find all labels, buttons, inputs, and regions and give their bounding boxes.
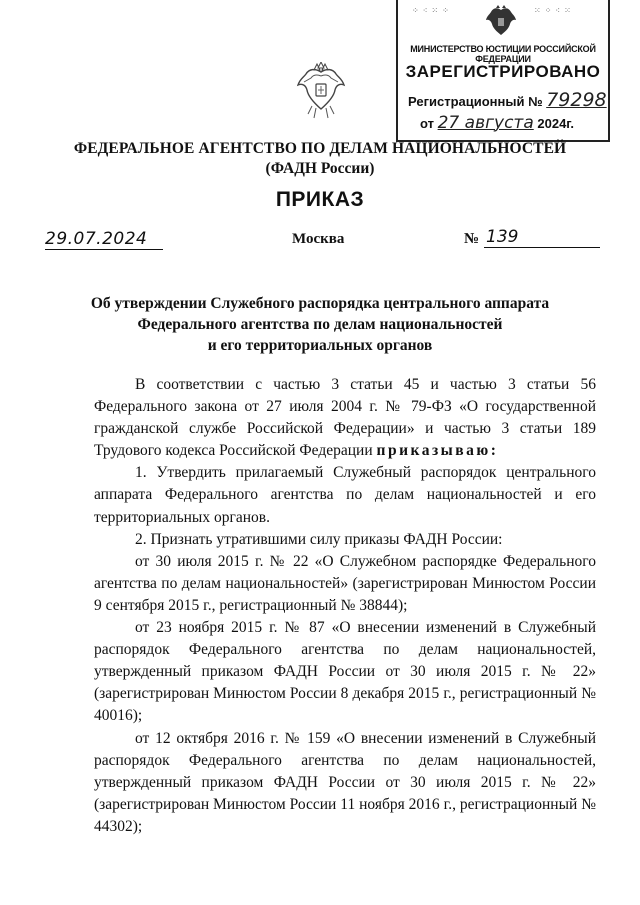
order-body	[94, 374, 596, 838]
title-line: Об утверждении Служебного распорядка центрального аппарата	[90, 295, 550, 312]
stamp-reg-number-row	[408, 89, 607, 111]
stamp-reg-number: 79298	[546, 89, 607, 111]
stamp-registered: ЗАРЕГИСТРИРОВАНО	[405, 62, 601, 81]
stamp-date-day-month: 27 августа	[437, 113, 534, 133]
stamp-emblem-icon	[484, 4, 518, 40]
coat-of-arms-icon	[294, 62, 348, 120]
order-number: 139	[484, 227, 600, 248]
stamp-date-row	[420, 113, 574, 133]
preamble-paragraph	[94, 374, 596, 462]
repealed-order-3: от 12 октября 2016 г. № 159 «О внесении изменений в Служебный распорядок Федерального агентства по делам национальностей, утвержденный приказом ФАДН России от 30 июля 2015 г. № 22» (зарегистрирован Минюстом России 11 ноября 2016 г., регистрационный № 44302);	[94, 729, 596, 835]
stamp-reg-number-label: Регистрационный №	[408, 94, 543, 109]
stamp-ministry: МИНИСТЕРСТВО ЮСТИЦИИ РОССИЙСКОЙ ФЕДЕРАЦИИ	[410, 44, 596, 64]
document-type: ПРИКАЗ	[275, 188, 365, 211]
repealed-order-2: от 23 ноября 2015 г. № 87 «О внесении изменений в Служебный распорядок Федерального агентства по делам национальностей, утвержденный приказом ФАДН России от 30 июля 2015 г. № 22» (зарегистрирован Минюстом России 8 декабря 2015 г., регистрационный № 40016);	[94, 619, 596, 725]
stamp-date-prefix: от	[420, 116, 434, 131]
order-title	[60, 293, 580, 356]
decree-word: приказываю:	[376, 442, 499, 460]
title-line: и его территориальных органов	[207, 337, 433, 354]
title-line: Федерального агентства по делам национальностей	[137, 316, 503, 333]
item-1: 1. Утвердить прилагаемый Служебный распорядок центрального аппарата Федерального агентства по делам национальностей и его территориальных органов.	[94, 464, 596, 526]
agency-short-name: (ФАДН России)	[265, 160, 375, 177]
agency-name: ФЕДЕРАЛЬНОЕ АГЕНТСТВО ПО ДЕЛАМ НАЦИОНАЛЬНОСТЕЙ	[73, 140, 567, 157]
stamp-date-year: 2024	[537, 116, 567, 131]
stamp-noise-left: ⁘ ⁖ ⁙ ⁘	[412, 6, 450, 15]
item-2: 2. Признать утратившими силу приказы ФАДН России:	[135, 530, 503, 548]
order-number-label: №	[464, 231, 480, 247]
registration-stamp	[396, 0, 610, 142]
stamp-date-suffix: г.	[566, 116, 575, 131]
order-date: 29.07.2024	[45, 229, 163, 250]
preamble-text: В соответствии с частью 3 статьи 45 и частью 3 статьи 56 Федерального закона от 27 июля 2004 г. № 79-ФЗ «О государственной гражданской службе Российской Федерации» и частью 3 статьи 189 Трудового кодекса Российской Федерации	[94, 376, 596, 460]
order-city: Москва	[292, 231, 345, 247]
stamp-noise-right: ⁙ ⁘ ⁖ ⁙	[534, 6, 572, 15]
repealed-order-1: от 30 июля 2015 г. № 22 «О Служебном распорядке Федерального агентства по делам национальностей» (зарегистрирован Минюстом России 9 сентября 2015 г., регистрационный № 38844);	[94, 552, 596, 614]
